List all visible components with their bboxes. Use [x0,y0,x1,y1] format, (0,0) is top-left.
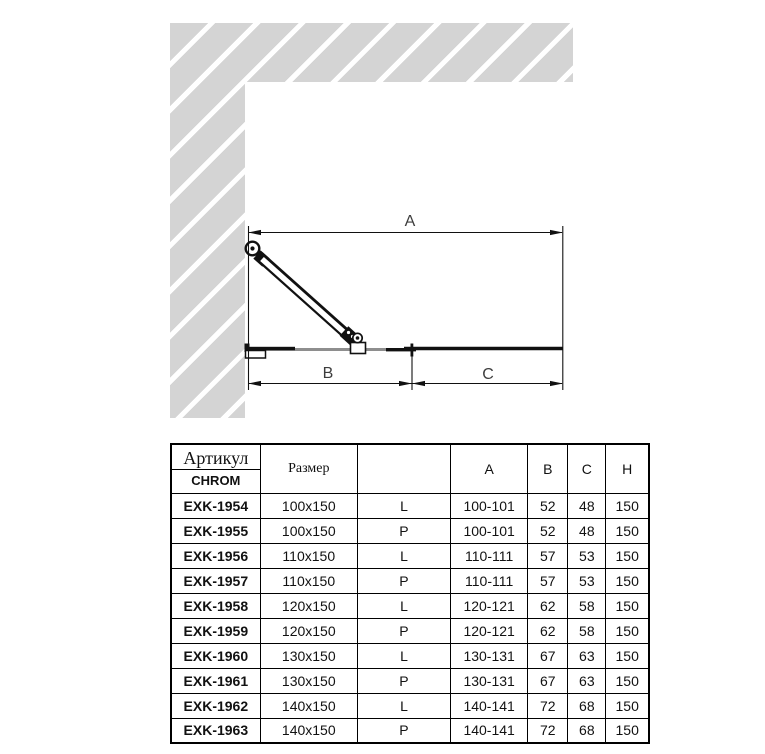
dim-c-cell: 63 [568,643,606,668]
table-row [171,668,649,693]
clamp-foot [351,343,366,354]
dim-h-cell: 150 [606,543,649,568]
header-side-column [357,444,450,493]
dim-c-cell: 58 [568,618,606,643]
dim-c-cell: 53 [568,568,606,593]
article-cell: EXK-1958 [171,593,260,618]
dim-h-cell: 150 [606,593,649,618]
dim-b-cell: 67 [528,643,568,668]
size-cell: 110x150 [260,543,357,568]
dim-h-cell: 150 [606,668,649,693]
dim-c-cell: 68 [568,718,606,743]
dim-h-cell: 150 [606,643,649,668]
side-cell: P [357,568,450,593]
dim-b-cell: 72 [528,693,568,718]
article-cell: EXK-1960 [171,643,260,668]
side-cell: P [357,668,450,693]
dim-h-cell: 150 [606,718,649,743]
table-header-row [171,444,649,493]
dim-h-cell: 150 [606,493,649,518]
header-dim-h: H [606,444,649,493]
side-cell: P [357,518,450,543]
size-cell: 100x150 [260,518,357,543]
size-cell: 110x150 [260,568,357,593]
side-cell: L [357,493,450,518]
header-size-label: Размер [260,444,357,493]
dim-c-cell: 48 [568,518,606,543]
dim-b-cell: 62 [528,593,568,618]
panel-connector [386,344,416,357]
dimension-arrows [248,230,563,386]
table-row [171,643,649,668]
side-cell: L [357,593,450,618]
dim-h-cell: 150 [606,518,649,543]
dim-b-cell: 52 [528,518,568,543]
dim-a-cell: 120-121 [451,618,528,643]
table-row [171,543,649,568]
dim-b-cell: 72 [528,718,568,743]
table-row [171,568,649,593]
dim-a-cell: 140-141 [451,693,528,718]
article-cell: EXK-1959 [171,618,260,643]
dim-b-cell: 57 [528,543,568,568]
table-row [171,618,649,643]
dim-b-cell: 52 [528,493,568,518]
spec-table [170,443,650,744]
article-cell: EXK-1957 [171,568,260,593]
dim-label-c: C [482,366,494,383]
dim-c-cell: 58 [568,593,606,618]
dim-b-cell: 57 [528,568,568,593]
size-cell: 140x150 [260,693,357,718]
dim-b-cell: 67 [528,668,568,693]
dim-a-cell: 100-101 [451,493,528,518]
dim-a-cell: 130-131 [451,668,528,693]
dim-a-cell: 100-101 [451,518,528,543]
size-cell: 130x150 [260,643,357,668]
dim-a-cell: 110-111 [451,568,528,593]
side-cell: P [357,718,450,743]
dim-a-cell: 110-111 [451,543,528,568]
dim-h-cell: 150 [606,693,649,718]
header-dim-a: A [451,444,528,493]
table-row [171,693,649,718]
table-row [171,493,649,518]
dim-a-cell: 140-141 [451,718,528,743]
dim-label-b: B [322,365,334,382]
dim-c-cell: 63 [568,668,606,693]
header-dim-b: B [528,444,568,493]
header-article-label: Артикул [172,446,260,470]
article-cell: EXK-1956 [171,543,260,568]
header-dim-c: C [568,444,606,493]
dim-a-cell: 120-121 [451,593,528,618]
size-cell: 140x150 [260,718,357,743]
side-cell: P [357,618,450,643]
dim-c-cell: 68 [568,693,606,718]
clamp-screw-icon [347,331,350,334]
article-cell: EXK-1955 [171,518,260,543]
header-chrom-label: CHROM [191,472,241,488]
table-row [171,593,649,618]
side-cell: L [357,643,450,668]
article-cell: EXK-1962 [171,693,260,718]
support-bar [246,242,366,354]
article-cell: EXK-1963 [171,718,260,743]
header-article-column [171,444,260,493]
dimension-lines [249,226,563,390]
dim-b-cell: 62 [528,618,568,643]
dim-h-cell: 150 [606,618,649,643]
dim-label-a: A [404,213,416,230]
table-row [171,518,649,543]
dimension-labels [323,213,494,383]
dim-a-cell: 130-131 [451,643,528,668]
size-cell: 120x150 [260,618,357,643]
size-cell: 130x150 [260,668,357,693]
size-cell: 100x150 [260,493,357,518]
dim-h-cell: 150 [606,568,649,593]
side-cell: L [357,693,450,718]
size-cell: 120x150 [260,593,357,618]
article-cell: EXK-1961 [171,668,260,693]
dim-c-cell: 53 [568,543,606,568]
article-cell: EXK-1954 [171,493,260,518]
dim-c-cell: 48 [568,493,606,518]
table-row [171,718,649,743]
side-cell: L [357,543,450,568]
